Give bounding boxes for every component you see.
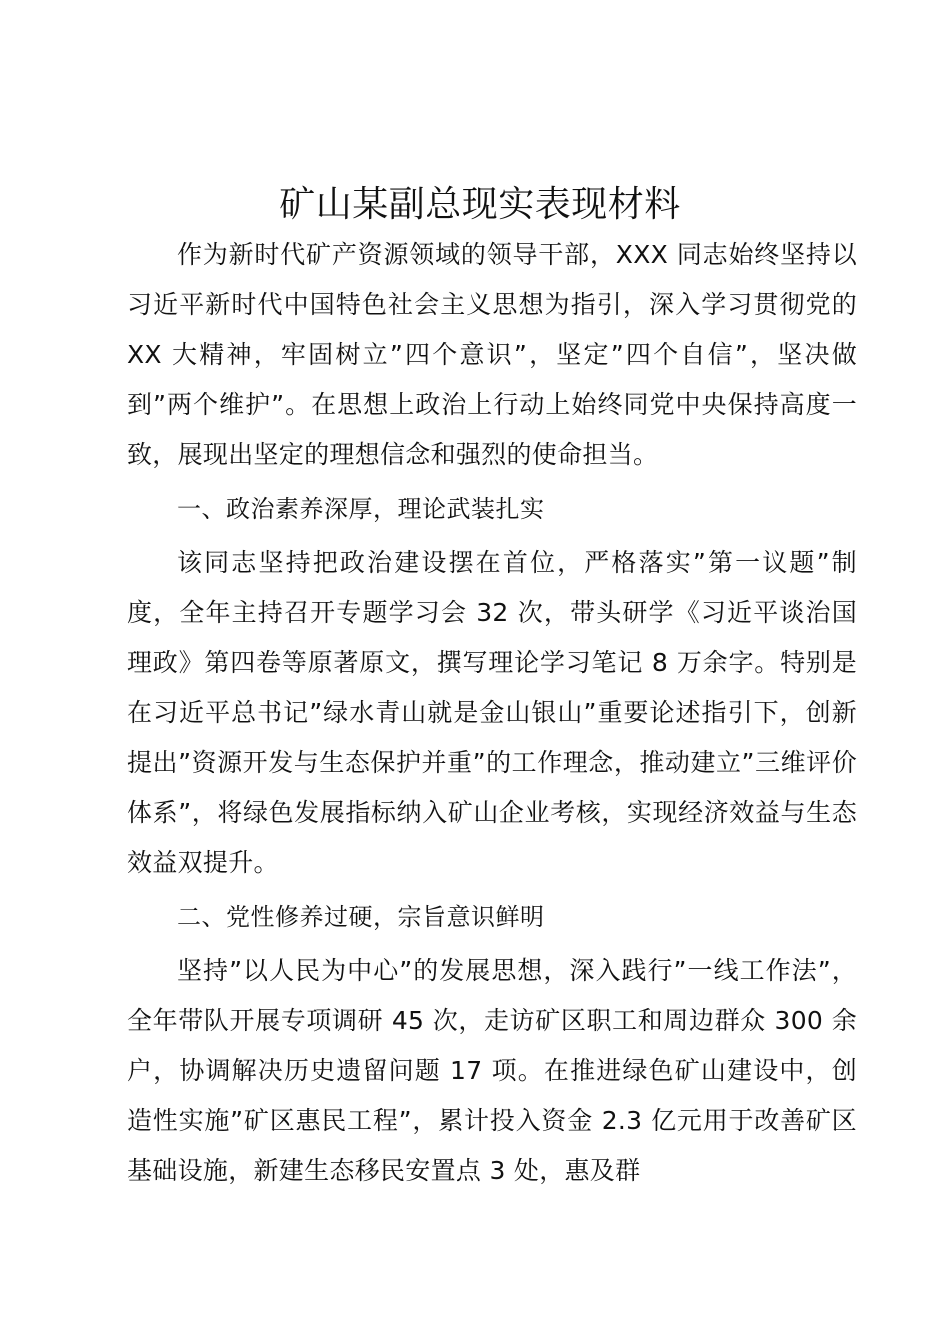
section-body-2: 坚持”以人民为中心”的发展思想，深入践行”一线工作法”，全年带队开展专项调研 45 次，走访矿区职工和周边群众 300 余户，协调解决历史遗留问题 17 项。在推进绿色矿山建设中，创造性实施”矿区惠民工程”，累计投入资金 2.3 亿元用于改善矿区基础设施，新建生态移民安置点 3 处，惠及群: [127, 956, 857, 1185]
section-heading-2: 二、党性修养过硬，宗旨意识鲜明: [177, 903, 545, 931]
section-body-1: 该同志坚持把政治建设摆在首位，严格落实”第一议题”制度，全年主持召开专题学习会 32 次，带头研学《习近平谈治国理政》第四卷等原著原文，撰写理论学习笔记 8 万余字。特别是在习近平总书记”绿水青山就是金山银山”重要论述指引下，创新提出”资源开发与生态保护并重”的工作理念，推动建立”三维评价体系”，将绿色发展指标纳入矿山企业考核，实现经济效益与生态效益双提升。: [127, 548, 857, 877]
document-title: 矿山某副总现实表现材料: [279, 184, 681, 225]
section-heading-1: 一、政治素养深厚，理论武装扎实: [177, 495, 545, 523]
document-page: [127, 180, 857, 1196]
intro-paragraph: 作为新时代矿产资源领域的领导干部，XXX 同志始终坚持以习近平新时代中国特色社会主义思想为指引，深入学习贯彻党的 XX 大精神，牢固树立”四个意识”，坚定”四个自信”，坚决做到”两个维护”。在思想上政治上行动上始终同党中央保持高度一致，展现出坚定的理想信念和强烈的使命担当。: [127, 240, 857, 469]
